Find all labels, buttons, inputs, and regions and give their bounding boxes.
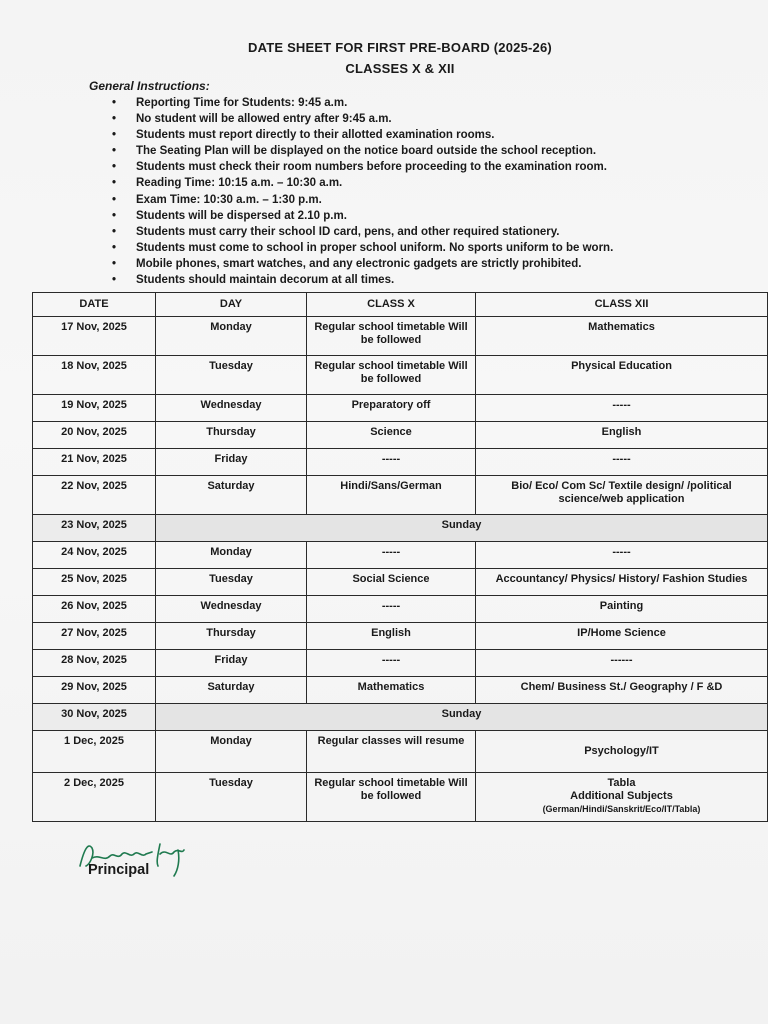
cell-class-x: Regular school timetable Will be followed (307, 773, 476, 822)
table-row (33, 356, 768, 395)
cell-holiday: Sunday (156, 515, 768, 542)
instruction-text: No student will be allowed entry after 9:45 a.m. (136, 113, 392, 126)
cell-date: 20 Nov, 2025 (33, 422, 156, 449)
cell-class-xii-line: Additional Subjects (570, 790, 673, 802)
table-row (33, 449, 768, 476)
cell-date: 25 Nov, 2025 (33, 569, 156, 596)
instruction-text: Students must carry their school ID card, pens, and other required stationery. (136, 225, 560, 238)
cell-class-xii: ----- (476, 395, 768, 422)
bullet-icon: • (112, 97, 117, 109)
table-row (33, 569, 768, 596)
cell-class-x: Regular classes will resume (307, 731, 476, 773)
cell-day: Tuesday (156, 569, 307, 596)
cell-class-xii: English (476, 422, 768, 449)
bullet-icon: • (112, 129, 117, 142)
bullet-icon: • (112, 225, 117, 238)
bullet-icon: • (112, 241, 117, 254)
table-row (33, 596, 768, 623)
column-header-class-x: CLASS X (307, 293, 476, 317)
cell-day: Wednesday (156, 395, 307, 422)
cell-class-xii: Chem/ Business St./ Geography / F &D (476, 677, 768, 704)
cell-day: Monday (156, 317, 307, 356)
list-item (112, 272, 613, 288)
table-row (33, 395, 768, 422)
bullet-icon: • (112, 257, 117, 270)
list-item (112, 127, 613, 143)
table-row (33, 773, 768, 822)
cell-class-xii: Mathematics (476, 317, 768, 356)
table-row (33, 623, 768, 650)
cell-day: Tuesday (156, 773, 307, 822)
cell-class-x: Science (307, 422, 476, 449)
table-row (33, 650, 768, 677)
cell-class-x: ----- (307, 650, 476, 677)
cell-class-x: ----- (307, 596, 476, 623)
principal-label: Principal (88, 862, 150, 878)
cell-class-x: ----- (307, 542, 476, 569)
list-item (112, 159, 613, 175)
cell-class-xii: Painting (476, 596, 768, 623)
cell-class-x: Mathematics (307, 677, 476, 704)
table-row (33, 317, 768, 356)
cell-class-xii: ----- (476, 542, 768, 569)
cell-date: 1 Dec, 2025 (33, 731, 156, 773)
cell-day: Friday (156, 449, 307, 476)
list-item (112, 143, 613, 159)
cell-date: 29 Nov, 2025 (33, 677, 156, 704)
instruction-text: Students should maintain decorum at all times. (136, 274, 395, 287)
cell-class-xii: Accountancy/ Physics/ History/ Fashion Studies (476, 569, 768, 596)
list-item (112, 224, 613, 240)
cell-date: 23 Nov, 2025 (33, 515, 156, 542)
cell-class-xii: Physical Education (476, 356, 768, 395)
cell-day: Tuesday (156, 356, 307, 395)
table-row (33, 731, 768, 773)
cell-class-x: Hindi/Sans/German (307, 476, 476, 515)
instruction-text: Students must report directly to their allotted examination rooms. (136, 129, 495, 142)
cell-date: 17 Nov, 2025 (33, 317, 156, 356)
cell-holiday: Sunday (156, 704, 768, 731)
cell-class-xii-note: (German/Hindi/Sanskrit/Eco/IT/Tabla) (542, 804, 701, 814)
instruction-text: The Seating Plan will be displayed on the notice board outside the school reception. (136, 145, 597, 158)
table-row (33, 542, 768, 569)
cell-date: 19 Nov, 2025 (33, 395, 156, 422)
cell-class-xii: IP/Home Science (476, 623, 768, 650)
bullet-icon: • (112, 161, 117, 174)
bullet-icon: • (112, 209, 117, 222)
bullet-icon: • (112, 177, 117, 190)
cell-class-xii: Psychology/IT (476, 731, 768, 773)
cell-day: Monday (156, 542, 307, 569)
list-item (112, 240, 613, 256)
cell-day: Saturday (156, 476, 307, 515)
bullet-icon: • (112, 274, 117, 287)
date-sheet-table (32, 292, 768, 822)
column-header-date: DATE (33, 293, 156, 317)
instruction-text: Reading Time: 10:15 a.m. – 10:30 a.m. (136, 177, 343, 190)
cell-day: Monday (156, 731, 307, 773)
table-row (33, 515, 768, 542)
table-header-row (33, 293, 768, 317)
instruction-text: Mobile phones, smart watches, and any electronic gadgets are strictly prohibited. (136, 257, 582, 270)
page-subtitle: CLASSES X & XII (345, 61, 455, 76)
column-header-day: DAY (156, 293, 307, 317)
table-row (33, 677, 768, 704)
column-header-class-xii: CLASS XII (476, 293, 768, 317)
list-item (112, 192, 613, 208)
cell-class-xii: ----- (476, 449, 768, 476)
list-item (112, 175, 613, 191)
bullet-icon: • (112, 145, 117, 158)
cell-class-x: ----- (307, 449, 476, 476)
cell-date: 2 Dec, 2025 (33, 773, 156, 822)
cell-day: Thursday (156, 623, 307, 650)
page-title: DATE SHEET FOR FIRST PRE-BOARD (2025-26) (248, 40, 552, 55)
table-row (33, 704, 768, 731)
instruction-text: Students must check their room numbers before proceeding to the examination room. (136, 161, 607, 174)
cell-date: 30 Nov, 2025 (33, 704, 156, 731)
instructions-heading: General Instructions: (89, 79, 210, 93)
list-item (112, 208, 613, 224)
cell-class-x: Preparatory off (307, 395, 476, 422)
cell-class-x: English (307, 623, 476, 650)
cell-date: 18 Nov, 2025 (33, 356, 156, 395)
cell-class-x: Regular school timetable Will be followed (307, 317, 476, 356)
instruction-text: Reporting Time for Students: 9:45 a.m. (136, 97, 348, 109)
cell-class-xii: ------ (476, 650, 768, 677)
cell-class-xii: Bio/ Eco/ Com Sc/ Textile design/ /political science/web application (476, 476, 768, 515)
cell-class-xii-line: Tabla (607, 777, 636, 789)
table-row (33, 422, 768, 449)
cell-date: 22 Nov, 2025 (33, 476, 156, 515)
cell-date: 27 Nov, 2025 (33, 623, 156, 650)
list-item (112, 256, 613, 272)
cell-date: 21 Nov, 2025 (33, 449, 156, 476)
bullet-icon: • (112, 193, 117, 206)
cell-date: 28 Nov, 2025 (33, 650, 156, 677)
cell-date: 24 Nov, 2025 (33, 542, 156, 569)
list-item (112, 111, 613, 127)
instruction-text: Students must come to school in proper school uniform. No sports uniform to be worn. (136, 241, 614, 254)
cell-class-x: Social Science (307, 569, 476, 596)
cell-day: Thursday (156, 422, 307, 449)
instructions-list (112, 95, 613, 288)
list-item (112, 95, 613, 111)
cell-class-xii (476, 773, 768, 822)
cell-day: Saturday (156, 677, 307, 704)
bullet-icon: • (112, 113, 117, 126)
cell-date: 26 Nov, 2025 (33, 596, 156, 623)
table-row (33, 476, 768, 515)
cell-day: Wednesday (156, 596, 307, 623)
cell-day: Friday (156, 650, 307, 677)
instruction-text: Students will be dispersed at 2.10 p.m. (136, 209, 347, 222)
cell-class-x: Regular school timetable Will be followed (307, 356, 476, 395)
instruction-text: Exam Time: 10:30 a.m. – 1:30 p.m. (136, 193, 322, 206)
